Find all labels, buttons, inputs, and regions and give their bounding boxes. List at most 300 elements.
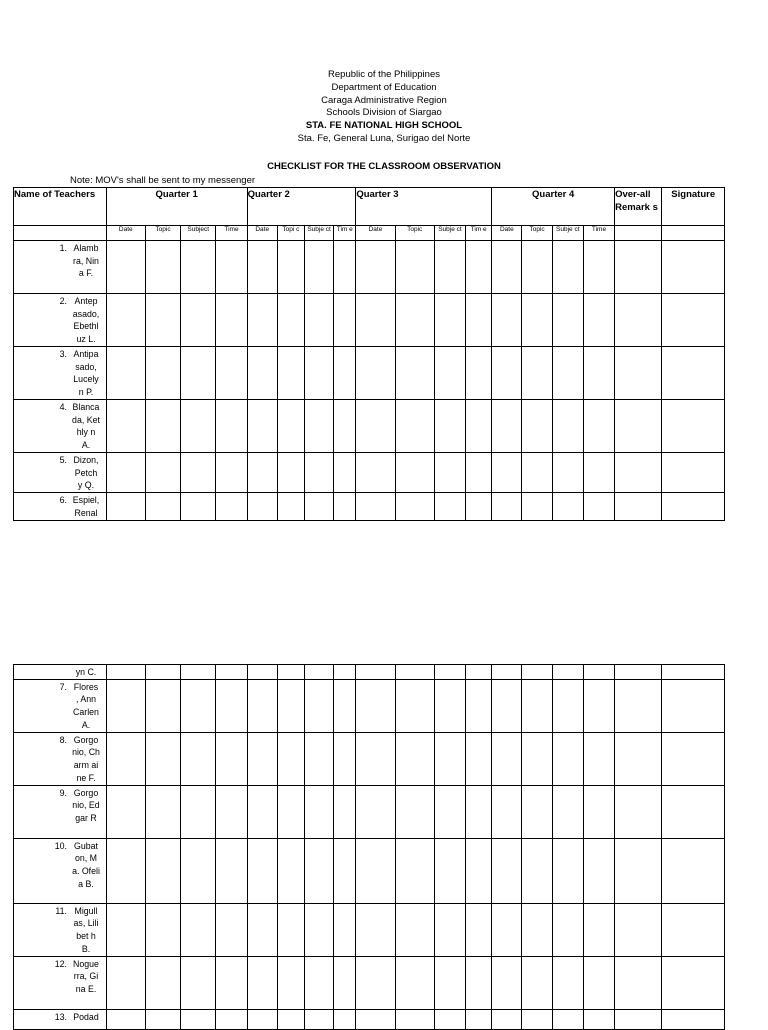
- document-note: Note: MOV's shall be sent to my messenger: [70, 175, 256, 186]
- table-header-row: [14, 188, 725, 226]
- observation-cell: [356, 453, 395, 493]
- teacher-number: 1.: [59, 243, 67, 253]
- observation-cell: [395, 294, 434, 347]
- observation-cell: [492, 903, 522, 956]
- observation-cell: [181, 903, 216, 956]
- observation-cell: [181, 347, 216, 400]
- observation-cell: [395, 241, 434, 294]
- col-header-quarter-3: Quarter 3: [356, 188, 492, 226]
- observation-cell: [356, 732, 395, 785]
- observation-cell: [662, 493, 725, 520]
- teacher-name: Migull as, Lilibet h B.: [73, 905, 99, 954]
- observation-cell: [356, 493, 395, 520]
- observation-cell: [106, 679, 145, 732]
- observation-cell: [434, 903, 465, 956]
- teacher-name: Gorgo nio, Edgar R: [72, 787, 100, 824]
- observation-cell: [434, 679, 465, 732]
- header-division: Schools Division of Siargao: [326, 107, 442, 119]
- observation-cell: [552, 665, 583, 680]
- observation-cell: [434, 347, 465, 400]
- observation-cell: [145, 400, 180, 453]
- observation-cell: [216, 665, 247, 680]
- observation-cell: [434, 241, 465, 294]
- teacher-name-cell: [14, 732, 107, 785]
- observation-cell: [662, 785, 725, 838]
- observation-cell: [492, 453, 522, 493]
- observation-cell: [356, 294, 395, 347]
- observation-cell: [615, 732, 662, 785]
- observation-cell: [356, 241, 395, 294]
- observation-cell: [466, 493, 492, 520]
- teacher-name-cell: [14, 1009, 107, 1029]
- observation-cell: [552, 347, 583, 400]
- observation-cell: [304, 453, 333, 493]
- observation-cell: [583, 732, 614, 785]
- observation-cell: [145, 347, 180, 400]
- document-header: [0, 69, 768, 146]
- subheader-cell: Subje ct: [552, 226, 583, 241]
- observation-cell: [247, 453, 277, 493]
- observation-cell: [466, 665, 492, 680]
- observation-cell: [552, 785, 583, 838]
- observation-cell: [662, 665, 725, 680]
- observation-cell: [247, 493, 277, 520]
- observation-cell: [395, 956, 434, 1009]
- observation-table-page-1: [13, 187, 725, 521]
- observation-cell: [106, 347, 145, 400]
- observation-cell: [522, 785, 552, 838]
- observation-cell: [662, 956, 725, 1009]
- observation-cell: [615, 400, 662, 453]
- observation-cell: [304, 785, 333, 838]
- observation-cell: [522, 400, 552, 453]
- teacher-name-cell: [14, 294, 107, 347]
- observation-cell: [662, 838, 725, 903]
- col-header-remarks: Over-all Remark s: [615, 188, 662, 226]
- observation-cell: [492, 732, 522, 785]
- observation-cell: [583, 956, 614, 1009]
- observation-cell: [662, 294, 725, 347]
- table-row: [14, 679, 725, 732]
- observation-cell: [304, 1009, 333, 1029]
- observation-cell: [522, 453, 552, 493]
- observation-cell: [334, 241, 356, 294]
- observation-cell: [145, 679, 180, 732]
- observation-cell: [434, 785, 465, 838]
- observation-cell: [106, 903, 145, 956]
- header-address: Sta. Fe, General Luna, Surigao del Norte: [297, 132, 471, 144]
- observation-cell: [277, 493, 304, 520]
- observation-cell: [277, 956, 304, 1009]
- teacher-name-cell: [14, 400, 107, 453]
- teacher-number: 2.: [59, 296, 67, 306]
- subheader-blank: [662, 226, 725, 241]
- observation-cell: [356, 903, 395, 956]
- observation-cell: [247, 785, 277, 838]
- teacher-name: Antipa sado, Lucely n P.: [73, 349, 99, 398]
- observation-cell: [615, 903, 662, 956]
- observation-cell: [277, 453, 304, 493]
- observation-cell: [356, 679, 395, 732]
- observation-cell: [492, 1009, 522, 1029]
- teacher-name-cell: [14, 679, 107, 732]
- observation-cell: [395, 732, 434, 785]
- observation-cell: [492, 400, 522, 453]
- observation-cell: [356, 838, 395, 903]
- observation-cell: [434, 493, 465, 520]
- subheader-blank: [14, 226, 107, 241]
- observation-cell: [277, 1009, 304, 1029]
- observation-cell: [434, 732, 465, 785]
- observation-cell: [216, 294, 247, 347]
- observation-cell: [181, 679, 216, 732]
- observation-cell: [334, 294, 356, 347]
- subheader-cell: Time: [583, 226, 614, 241]
- observation-cell: [277, 732, 304, 785]
- observation-cell: [583, 665, 614, 680]
- observation-cell: [181, 453, 216, 493]
- subheader-cell: Date: [356, 226, 395, 241]
- observation-cell: [395, 679, 434, 732]
- observation-cell: [356, 785, 395, 838]
- observation-cell: [304, 241, 333, 294]
- observation-cell: [145, 493, 180, 520]
- observation-cell: [492, 679, 522, 732]
- observation-cell: [145, 294, 180, 347]
- teacher-name: Alamb ra, Nina F.: [73, 243, 99, 279]
- subheader-cell: Subje ct: [434, 226, 465, 241]
- observation-cell: [583, 241, 614, 294]
- observation-cell: [216, 347, 247, 400]
- observation-cell: [615, 956, 662, 1009]
- observation-cell: [216, 679, 247, 732]
- teacher-name: Gorgo nio, Charm aine F.: [72, 734, 100, 783]
- subheader-cell: Date: [106, 226, 145, 241]
- observation-cell: [334, 453, 356, 493]
- teacher-number: 4.: [59, 402, 67, 412]
- observation-cell: [334, 400, 356, 453]
- observation-cell: [145, 956, 180, 1009]
- observation-cell: [662, 241, 725, 294]
- observation-cell: [216, 241, 247, 294]
- observation-cell: [522, 1009, 552, 1029]
- header-department: Department of Education: [331, 81, 437, 93]
- observation-cell: [466, 241, 492, 294]
- observation-cell: [356, 665, 395, 680]
- observation-cell: [334, 956, 356, 1009]
- observation-cell: [583, 493, 614, 520]
- observation-cell: [615, 241, 662, 294]
- observation-cell: [395, 347, 434, 400]
- table-row: [14, 1009, 725, 1029]
- table-row: [14, 347, 725, 400]
- table-row: [14, 400, 725, 453]
- subheader-cell: Date: [492, 226, 522, 241]
- observation-cell: [277, 679, 304, 732]
- observation-cell: [615, 1009, 662, 1029]
- teacher-name: Espiel, Renal: [72, 495, 100, 518]
- subheader-cell: Time: [216, 226, 247, 241]
- document-title: CHECKLIST FOR THE CLASSROOM OBSERVATION: [267, 161, 501, 172]
- observation-cell: [277, 838, 304, 903]
- observation-cell: [552, 679, 583, 732]
- observation-cell: [466, 294, 492, 347]
- observation-cell: [181, 241, 216, 294]
- teacher-name-cell: [14, 785, 107, 838]
- table-row: [14, 294, 725, 347]
- teacher-name-cell: [14, 903, 107, 956]
- observation-cell: [304, 956, 333, 1009]
- observation-cell: [181, 400, 216, 453]
- observation-cell: [552, 493, 583, 520]
- observation-cell: [247, 903, 277, 956]
- observation-cell: [181, 785, 216, 838]
- observation-cell: [466, 679, 492, 732]
- observation-cell: [304, 400, 333, 453]
- observation-cell: [662, 400, 725, 453]
- col-header-quarter-1: Quarter 1: [106, 188, 247, 226]
- observation-cell: [334, 679, 356, 732]
- observation-cell: [466, 453, 492, 493]
- observation-cell: [434, 665, 465, 680]
- observation-cell: [304, 679, 333, 732]
- observation-cell: [492, 838, 522, 903]
- observation-cell: [492, 241, 522, 294]
- subheader-blank: [615, 226, 662, 241]
- col-header-signature: Signature: [662, 188, 725, 226]
- observation-cell: [434, 453, 465, 493]
- observation-cell: [334, 785, 356, 838]
- teacher-name-cell: [14, 838, 107, 903]
- observation-cell: [522, 347, 552, 400]
- observation-cell: [492, 665, 522, 680]
- observation-cell: [304, 347, 333, 400]
- observation-cell: [552, 400, 583, 453]
- observation-cell: [552, 1009, 583, 1029]
- observation-cell: [277, 785, 304, 838]
- observation-cell: [145, 453, 180, 493]
- teacher-name-cell: [14, 493, 107, 520]
- observation-cell: [216, 732, 247, 785]
- observation-cell: [583, 785, 614, 838]
- observation-table-page-2: [13, 664, 725, 1030]
- observation-cell: [395, 453, 434, 493]
- observation-cell: [334, 493, 356, 520]
- subheader-cell: Topi c: [277, 226, 304, 241]
- observation-cell: [434, 1009, 465, 1029]
- col-header-name: Name of Teachers: [14, 188, 107, 226]
- observation-cell: [277, 241, 304, 294]
- observation-cell: [356, 347, 395, 400]
- observation-cell: [247, 679, 277, 732]
- observation-cell: [395, 785, 434, 838]
- table-row: [14, 732, 725, 785]
- observation-cell: [615, 679, 662, 732]
- observation-cell: [277, 400, 304, 453]
- observation-cell: [106, 665, 145, 680]
- table-row: [14, 665, 725, 680]
- observation-cell: [522, 665, 552, 680]
- observation-cell: [304, 838, 333, 903]
- observation-cell: [181, 493, 216, 520]
- observation-cell: [662, 453, 725, 493]
- observation-cell: [583, 1009, 614, 1029]
- observation-cell: [304, 493, 333, 520]
- observation-cell: [304, 732, 333, 785]
- observation-cell: [106, 294, 145, 347]
- header-republic: Republic of the Philippines: [328, 69, 440, 80]
- observation-cell: [277, 665, 304, 680]
- subheader-cell: Date: [247, 226, 277, 241]
- observation-cell: [522, 956, 552, 1009]
- observation-cell: [552, 732, 583, 785]
- observation-cell: [522, 732, 552, 785]
- teacher-name: Podad: [73, 1011, 99, 1022]
- observation-cell: [662, 679, 725, 732]
- observation-cell: [106, 400, 145, 453]
- observation-cell: [466, 732, 492, 785]
- observation-cell: [583, 903, 614, 956]
- observation-cell: [522, 493, 552, 520]
- observation-cell: [181, 838, 216, 903]
- observation-cell: [492, 347, 522, 400]
- observation-cell: [583, 838, 614, 903]
- table-row: [14, 453, 725, 493]
- observation-cell: [304, 903, 333, 956]
- observation-cell: [334, 732, 356, 785]
- observation-cell: [181, 294, 216, 347]
- observation-cell: [615, 347, 662, 400]
- subheader-cell: Topic: [145, 226, 180, 241]
- observation-cell: [145, 785, 180, 838]
- observation-cell: [356, 956, 395, 1009]
- observation-cell: [552, 453, 583, 493]
- observation-cell: [395, 665, 434, 680]
- observation-cell: [145, 838, 180, 903]
- teacher-number: 5.: [59, 455, 67, 465]
- observation-cell: [277, 294, 304, 347]
- observation-cell: [466, 347, 492, 400]
- observation-cell: [434, 400, 465, 453]
- observation-cell: [216, 453, 247, 493]
- observation-cell: [583, 347, 614, 400]
- subheader-cell: Topic: [395, 226, 434, 241]
- observation-cell: [216, 838, 247, 903]
- observation-cell: [145, 665, 180, 680]
- observation-cell: [106, 838, 145, 903]
- teacher-name-cell: [14, 347, 107, 400]
- teacher-name: Blanca da, Kethly n A.: [72, 402, 100, 451]
- subheader-cell: Topic: [522, 226, 552, 241]
- observation-cell: [334, 1009, 356, 1029]
- teacher-name: Antep asado, Ebethl uz L.: [72, 296, 100, 345]
- table-body-page-1: [14, 241, 725, 521]
- observation-cell: [106, 493, 145, 520]
- observation-cell: [395, 493, 434, 520]
- table-subheader-row: [14, 226, 725, 241]
- observation-cell: [304, 665, 333, 680]
- teacher-number: 9.: [59, 787, 67, 798]
- observation-cell: [615, 785, 662, 838]
- table-row: [14, 785, 725, 838]
- teacher-name: Gubat on, Ma. Ofelia B.: [72, 840, 100, 889]
- observation-cell: [615, 453, 662, 493]
- observation-cell: [583, 400, 614, 453]
- observation-cell: [247, 732, 277, 785]
- observation-cell: [181, 1009, 216, 1029]
- observation-cell: [247, 241, 277, 294]
- observation-cell: [247, 1009, 277, 1029]
- observation-cell: [216, 956, 247, 1009]
- observation-cell: [106, 732, 145, 785]
- observation-cell: [662, 903, 725, 956]
- observation-cell: [216, 785, 247, 838]
- observation-cell: [247, 838, 277, 903]
- observation-cell: [615, 665, 662, 680]
- observation-cell: [434, 956, 465, 1009]
- table-row: [14, 956, 725, 1009]
- teacher-number: [14, 666, 72, 679]
- observation-cell: [145, 1009, 180, 1029]
- observation-cell: [395, 1009, 434, 1029]
- teacher-name: Flores , Ann Carlen A.: [73, 681, 99, 730]
- teacher-number: 6.: [59, 495, 67, 506]
- col-header-quarter-2: Quarter 2: [247, 188, 356, 226]
- header-region: Caraga Administrative Region: [321, 94, 447, 106]
- observation-cell: [466, 956, 492, 1009]
- observation-cell: [662, 1009, 725, 1029]
- observation-cell: [216, 903, 247, 956]
- observation-cell: [106, 1009, 145, 1029]
- header-school-name: STA. FE NATIONAL HIGH SCHOOL: [305, 120, 463, 132]
- observation-cell: [662, 732, 725, 785]
- observation-cell: [662, 347, 725, 400]
- subheader-cell: Tim e: [466, 226, 492, 241]
- observation-cell: [466, 838, 492, 903]
- observation-cell: [552, 294, 583, 347]
- observation-cell: [145, 241, 180, 294]
- observation-cell: [181, 732, 216, 785]
- observation-cell: [552, 838, 583, 903]
- teacher-number: 10.: [54, 840, 67, 851]
- observation-cell: [304, 294, 333, 347]
- observation-cell: [492, 956, 522, 1009]
- observation-cell: [247, 956, 277, 1009]
- teacher-number: 13.: [54, 1011, 67, 1022]
- table-row: [14, 241, 725, 294]
- observation-cell: [466, 400, 492, 453]
- subheader-cell: Subje ct: [304, 226, 333, 241]
- observation-cell: [334, 903, 356, 956]
- observation-cell: [522, 241, 552, 294]
- teacher-name: yn C.: [75, 667, 97, 677]
- observation-cell: [434, 838, 465, 903]
- teacher-name-cell: [14, 956, 107, 1009]
- table-body-page-2: [14, 665, 725, 1030]
- observation-cell: [615, 838, 662, 903]
- observation-cell: [492, 493, 522, 520]
- observation-cell: [583, 294, 614, 347]
- observation-cell: [334, 347, 356, 400]
- teacher-number: 7.: [59, 681, 67, 692]
- teacher-name-cell: [14, 241, 107, 294]
- teacher-number: 12.: [54, 958, 67, 969]
- observation-cell: [552, 241, 583, 294]
- observation-cell: [277, 903, 304, 956]
- observation-cell: [395, 903, 434, 956]
- teacher-number: 8.: [59, 734, 67, 745]
- observation-cell: [106, 241, 145, 294]
